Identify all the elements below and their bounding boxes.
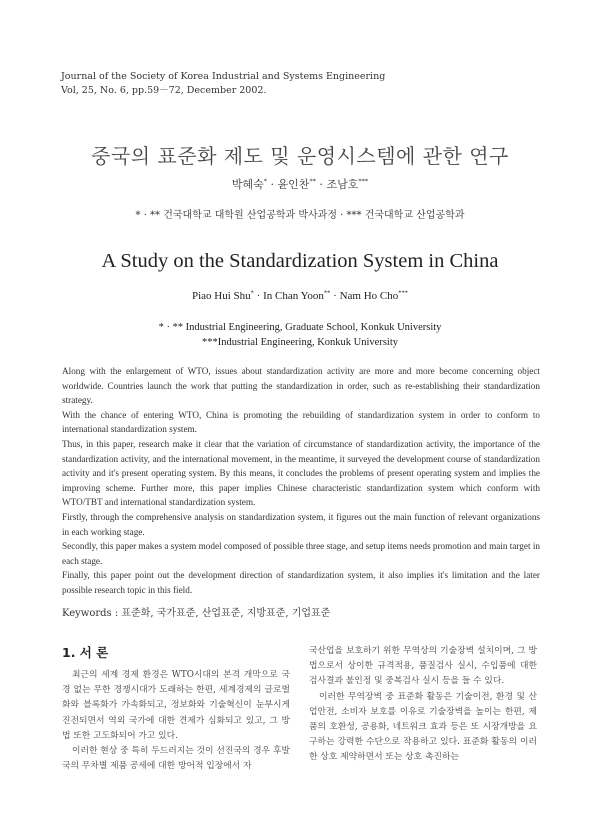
abstract-paragraph: With the chance of entering WTO, China is promoting the rebuilding of standardization system in order to conform to international standardization system. bbox=[62, 409, 540, 435]
abstract-paragraph: Firstly, through the comprehensive analysis on standardization system, it figures out the main function of relevant organizations in each working stage. bbox=[62, 511, 540, 537]
body-paragraph: 국산업을 보호하기 위한 무역상의 기술장벽 설치이며, 그 방법으로서 상이한 규격적용, 품질검사 실시, 수입품에 대한 검사결과 불인정 및 중복검사 실시 등을 들 수 있다. bbox=[309, 646, 537, 687]
section-heading: 1. 서 론 bbox=[62, 645, 109, 660]
english-authors: Piao Hui Shu* · In Chan Yoon** · Nam Ho Cho*** bbox=[191, 289, 409, 302]
author-3-ko: 조남호 bbox=[326, 178, 359, 191]
korean-authors: 박혜숙* · 윤인찬** · 조남호*** bbox=[231, 177, 369, 191]
body-paragraph: 이러한 현상 중 특히 두드러지는 것이 선진국의 경우 후발국의 무차별 제품 공세에 대한 방어적 입장에서 자 bbox=[62, 746, 290, 772]
english-affiliation: * · ** Industrial Engineering, Graduate School, Konkuk University ***Industrial Engineering, Konkuk University bbox=[158, 322, 442, 348]
body-paragraph: 최근의 세계 경제 환경은 WTO시대의 본격 개막으로 국경 없는 무한 경쟁시대가 도래하는 한편, 세계경제의 글로벌화와 블록화가 가속화되고, 정보화와 기술혁신이 눈부시게 진전되면서 역외 국가에 대한 견제가 심화되고 있고, 그 방법 또한 고도화되어 가고 있다. bbox=[62, 670, 290, 741]
abstract-paragraph: Finally, this paper point out the development direction of standardization system, it also implies it's limitation and the later possible research topic in this field. bbox=[62, 570, 540, 595]
journal-name: Journal of the Society of Korea Industrial and Systems Engineering bbox=[61, 71, 386, 82]
journal-info bbox=[61, 70, 385, 98]
korean-title: 중국의 표준화 제도 및 운영시스템에 관한 연구 bbox=[91, 144, 509, 168]
abstract-paragraph: Along with the enlargement of WTO, issues about standardization activity are more and more become concerning object worldwide. Countries launch the work that putting the standardization in order, such as re-establishing their standardization strategy. bbox=[62, 366, 540, 406]
author-3-en: Nam Ho Cho bbox=[339, 290, 399, 302]
author-2-ko: 윤인찬 bbox=[277, 178, 310, 191]
body-paragraph: 이러한 무역장벽 중 표준화 활동은 기술이전, 환경 및 산업안전, 소비자 보호를 이유로 기술장벽을 높이는 한편, 제품의 호환성, 공용화, 네트워크 효과 등은 또 시장개방을 요구하는 강력한 수단으로 작용하고 있다. 표준화 활동의 이러한 상호 제약하면서 또는 상호 촉진하는 bbox=[309, 691, 537, 763]
keywords: Keywords : 표준화, 국가표준, 산업표준, 지방표준, 기업표준 bbox=[62, 608, 331, 619]
abstract-paragraph: Secondly, this paper makes a system model composed of possible three stage, and setup items needs promotion and main target in each stage. bbox=[62, 541, 540, 566]
abstract-paragraph: Thus, in this paper, research make it clear that the variation of circumstance of standardization activity, the importance of the standardization activity, and the international movement, in the meantime, it surveyed the development course of standardization activity and it's present operating system. By this means, it concludes the problems of present operating system and implies the improving scheme. Further more, this paper implies Chinese characteristic standardization system which conform with WTO/TBT and international standardization system. bbox=[62, 438, 540, 508]
journal-volume: Vol, 25, No. 6, pp.59－72, December 2002. bbox=[61, 85, 267, 96]
body-column-left bbox=[62, 644, 290, 774]
korean-affiliation: * · ** 건국대학교 대학원 산업공학과 박사과정 · *** 건국대학교 산업공학과 bbox=[135, 210, 465, 221]
abstract bbox=[62, 364, 540, 598]
body-column-right bbox=[309, 644, 537, 766]
author-1-en: Piao Hui Shu bbox=[191, 290, 251, 302]
english-title: A Study on the Standardization System in China bbox=[101, 250, 499, 272]
author-2-en: In Chan Yoon bbox=[263, 290, 324, 302]
author-1-ko: 박혜숙 bbox=[231, 178, 264, 191]
